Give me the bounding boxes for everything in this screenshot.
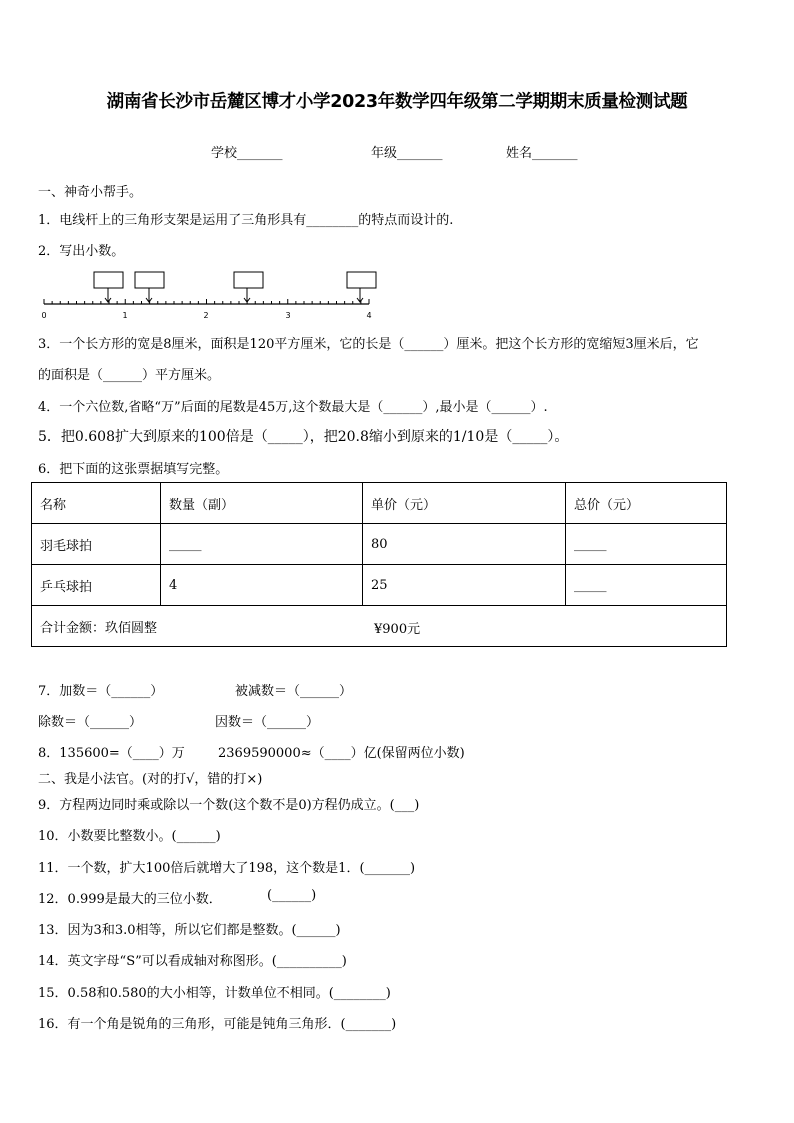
table-row (32, 524, 727, 565)
header-total-price: 总价（元） (566, 483, 727, 524)
question-10: 10．小数要比整数小。(______) (38, 829, 221, 844)
question-7-divisor: 除数＝（______） (38, 715, 143, 730)
question-13: 13．因为3和3.0相等，所以它们都是整数。(______) (38, 923, 341, 938)
tick-label-4: 4 (366, 311, 372, 320)
cell-quantity: 4 (161, 565, 363, 606)
question-12: 12．0.999是最大的三位小数． (38, 892, 222, 907)
question-11: 11．一个数，扩大100倍后就增大了198，这个数是1．(_______) (38, 861, 416, 876)
question-12-answer-blank: (______) (267, 888, 317, 903)
tick-label-0: 0 (41, 311, 47, 320)
total-amount-value: ¥900元 (374, 622, 421, 637)
header-quantity: 数量（副） (161, 483, 363, 524)
question-3-line-1: 3．一个长方形的宽是8厘米，面积是120平方厘米，它的长是（______）厘米。把这个长方形的宽缩短3厘米后，它 (38, 337, 699, 352)
total-row (32, 606, 727, 647)
question-4: 4．一个六位数,省略“万”后面的尾数是45万,这个数最大是（______）,最小是（______）. (38, 400, 548, 415)
question-9: 9．方程两边同时乘或除以一个数(这个数不是0)方程仍成立。(___) (38, 798, 420, 813)
tick-label-1: 1 (122, 311, 128, 320)
question-6: 6．把下面的这张票据填写完整。 (38, 462, 229, 477)
cell-total-blank: _____ (566, 524, 727, 565)
tick-label-3: 3 (285, 311, 291, 320)
table-row (32, 565, 727, 606)
answer-box-4 (347, 272, 376, 288)
grade-field: 年级_______ (371, 146, 443, 161)
section-1-heading: 一、神奇小帮手。 (38, 185, 143, 200)
question-7-minuend: 被减数＝（______） (235, 684, 353, 699)
cell-quantity-blank: _____ (161, 524, 363, 565)
header-name: 名称 (32, 483, 161, 524)
answer-box-1 (94, 272, 123, 288)
question-8-part-2: 2369590000≈（____）亿(保留两位小数) (218, 746, 465, 761)
school-field: 学校_______ (211, 146, 283, 161)
question-5: 5．把0.608扩大到原来的100倍是（_____），把20.8缩小到原来的1/10是（_____）。 (38, 429, 569, 445)
question-3-line-2: 的面积是（______）平方厘米。 (38, 368, 221, 383)
question-1: 1．电线杆上的三角形支架是运用了三角形具有________的特点而设计的. (38, 213, 454, 228)
section-2-heading: 二、我是小法官。(对的打√，错的打×) (38, 772, 263, 787)
cell-unit-price: 80 (363, 524, 566, 565)
number-line (38, 268, 378, 324)
tick-label-2: 2 (203, 311, 209, 320)
table-header-row (32, 483, 727, 524)
page-title: 湖南省长沙市岳麓区博才小学2023年数学四年级第二学期期末质量检测试题 (106, 92, 688, 112)
name-field: 姓名_______ (506, 146, 578, 161)
cell-unit-price: 25 (363, 565, 566, 606)
cell-item-name: 乒乓球拍 (32, 565, 161, 606)
bill-table (31, 482, 727, 647)
question-7-factor: 因数＝（______） (215, 715, 320, 730)
total-amount-words: 合计金额：玖佰圆整 (40, 620, 158, 636)
question-14: 14．英文字母“S”可以看成轴对称图形。(__________) (38, 954, 347, 969)
question-2: 2．写出小数。 (38, 244, 125, 259)
cell-total-blank: _____ (566, 565, 727, 606)
cell-item-name: 羽毛球拍 (32, 524, 161, 565)
question-8-part-1: 8．135600=（____）万 (38, 746, 185, 761)
answer-box-3 (234, 272, 263, 288)
question-7-addend: 7．加数＝（______） (38, 684, 164, 699)
question-16: 16．有一个角是锐角的三角形，可能是钝角三角形．(_______) (38, 1017, 397, 1032)
header-unit-price: 单价（元） (363, 483, 566, 524)
question-15: 15．0.58和0.580的大小相等，计数单位不相同。(________) (38, 986, 391, 1001)
answer-box-2 (135, 272, 164, 288)
